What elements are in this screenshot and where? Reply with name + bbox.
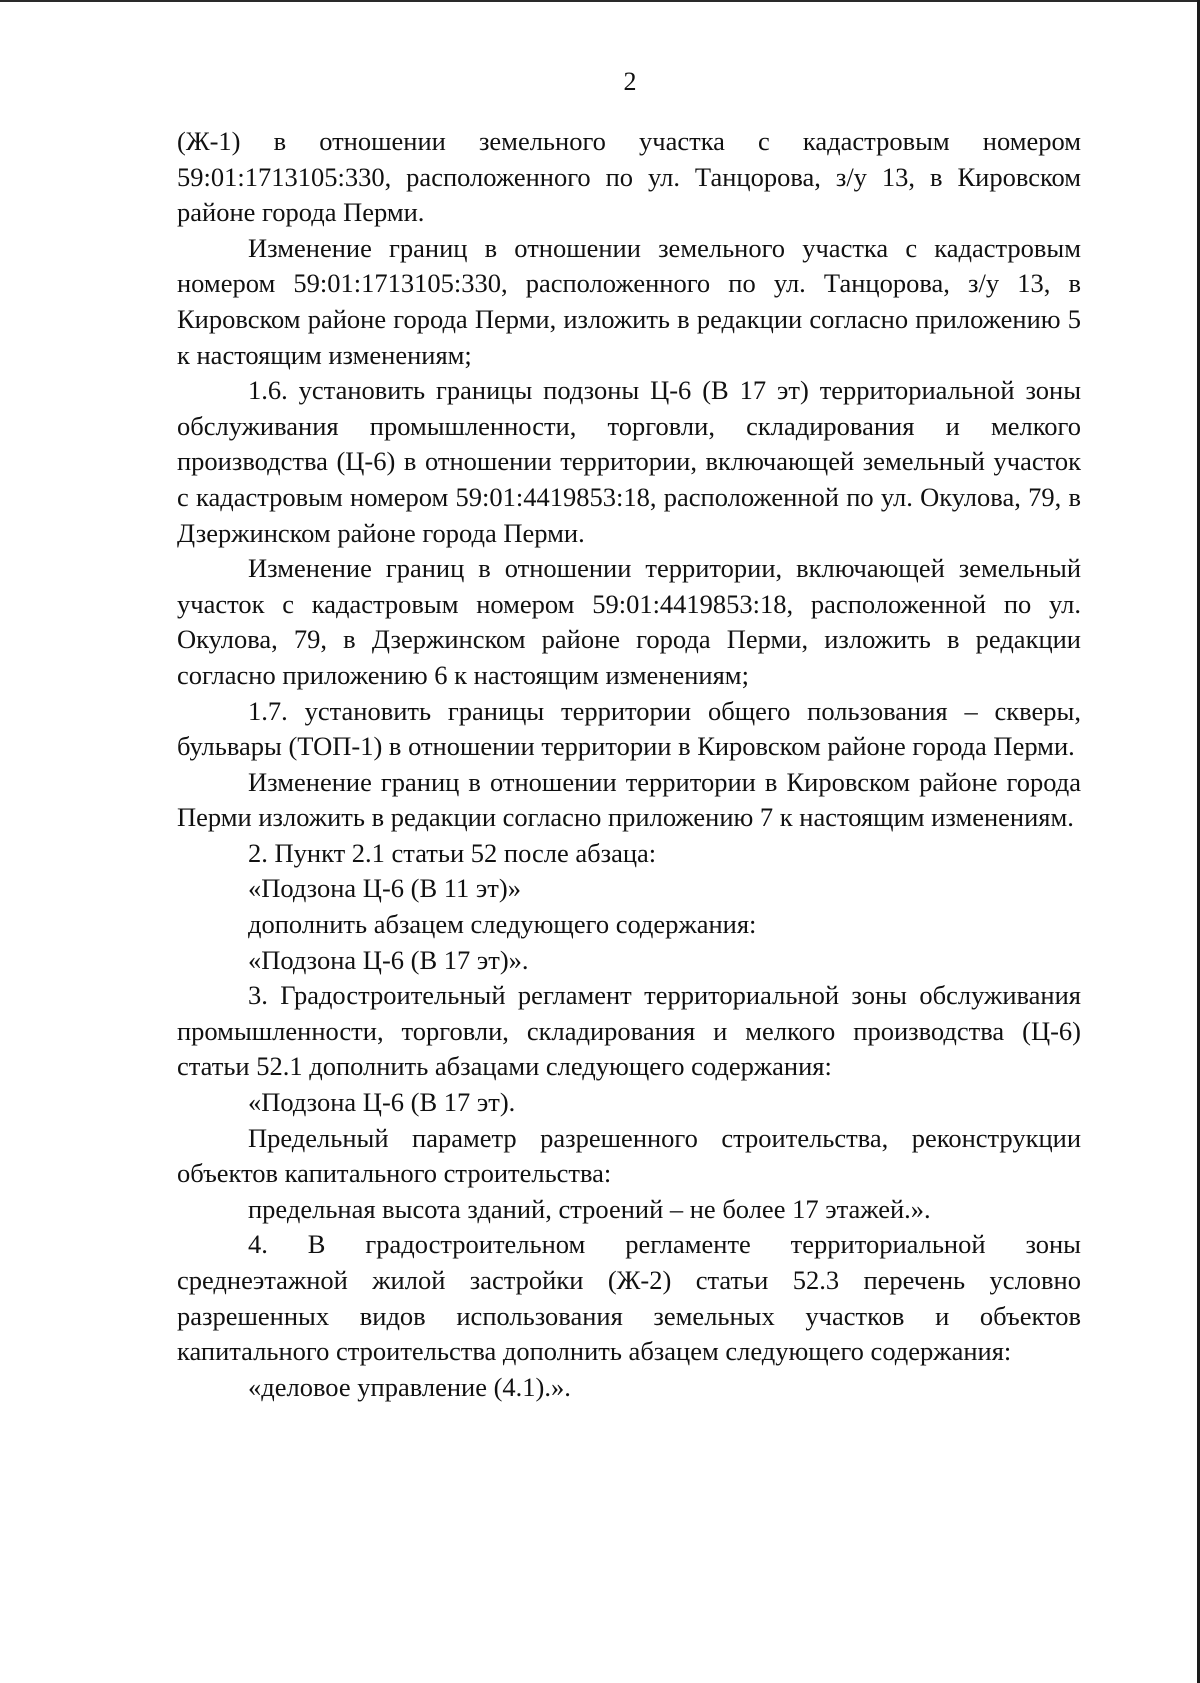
paragraph-3: 1.6. установить границы подзоны Ц-6 (В 17 эт) территориальной зоны обслуживания промышленности, торговли, складирования и мелкого производства (Ц-6) в отношении территории, включающей земельный участок с кадастровым номером 59:01:4419853:18, расположенной по ул. Окулова, 79, в Дзержинском районе города Перми. bbox=[177, 375, 1081, 548]
paragraph-15: 4. В градостроительном регламенте территориальной зоны среднеэтажной жилой застройки (Ж-2) статьи 52.3 перечень условно разрешенных видов использования земельных участков и объектов капитального строительства дополнить абзацем следующего содержания: bbox=[177, 1229, 1081, 1367]
scan-edge-top bbox=[0, 0, 1200, 2]
paragraph-4: Изменение границ в отношении территории, включающей земельный участок с кадастровым номером 59:01:4419853:18, расположенной по ул. Окулова, 79, в Дзержинском районе города Перми, изложить в редакции согласно приложению 6 к настоящим изменениям; bbox=[177, 553, 1081, 690]
paragraph-16: «деловое управление (4.1).». bbox=[248, 1371, 571, 1402]
paragraph-14: предельная высота зданий, строений – не более 17 этажей.». bbox=[248, 1193, 931, 1224]
paragraph-6: Изменение границ в отношении территории в Кировском районе города Перми изложить в редакции согласно приложению 7 к настоящим изменениям. bbox=[177, 766, 1081, 833]
paragraph-2: Изменение границ в отношении земельного участка с кадастровым номером 59:01:1713105:330, расположенного по ул. Танцорова, з/у 13, в Кировском районе города Перми, изложить в редакции согласно приложению 5 к настоящим изменениям; bbox=[177, 232, 1081, 370]
paragraph-11: 3. Градостроительный регламент территориальной зоны обслуживания промышленности, торговли, складирования и мелкого производства (Ц-6) статьи 52.1 дополнить абзацами следующего содержания: bbox=[177, 980, 1081, 1082]
paragraph-1: (Ж-1) в отношении земельного участка с кадастровым номером 59:01:1713105:330, расположенного по ул. Танцорова, з/у 13, в Кировском районе города Перми. bbox=[177, 126, 1081, 228]
paragraph-5: 1.7. установить границы территории общего пользования – скверы, бульвары (ТОП-1) в отношении территории в Кировском районе города Перми. bbox=[177, 695, 1081, 762]
paragraph-13: Предельный параметр разрешенного строительства, реконструкции объектов капитального строительства: bbox=[177, 1122, 1081, 1189]
document-body bbox=[177, 124, 1081, 1405]
paragraph-12: «Подзона Ц-6 (В 17 эт). bbox=[248, 1087, 516, 1118]
paragraph-7: 2. Пункт 2.1 статьи 52 после абзаца: bbox=[248, 837, 657, 868]
paragraph-10: «Подзона Ц-6 (В 17 эт)». bbox=[248, 944, 529, 975]
page-number: 2 bbox=[623, 67, 637, 96]
paragraph-8: «Подзона Ц-6 (В 11 эт)» bbox=[248, 873, 521, 904]
paragraph-9: дополнить абзацем следующего содержания: bbox=[248, 909, 757, 940]
